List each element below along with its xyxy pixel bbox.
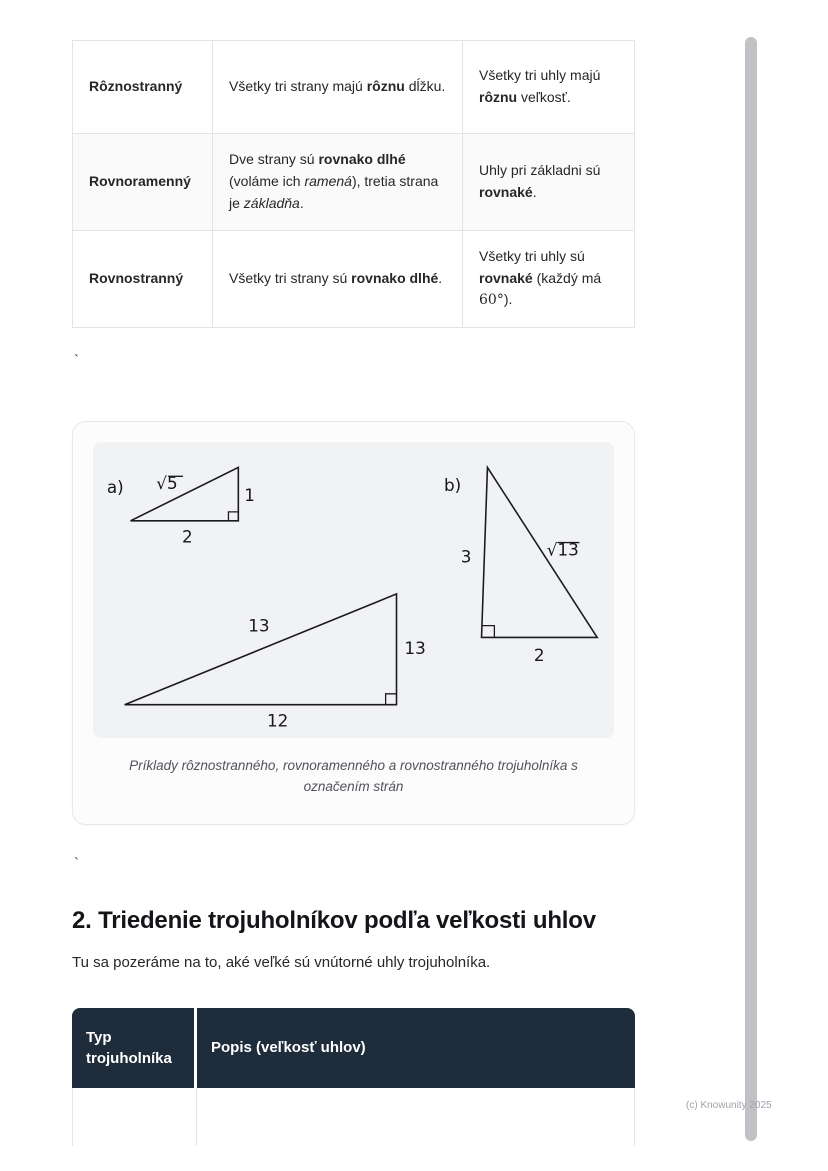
text-segment: Dve strany sú: [229, 151, 319, 168]
table-cell-empty: [197, 1088, 635, 1146]
triangle-c-side-label: 13: [404, 638, 426, 659]
text-segment: (každý má: [532, 269, 602, 286]
cell-angles-desc: [463, 41, 635, 134]
cell-type: [73, 231, 213, 328]
text-segment: .: [532, 184, 537, 200]
text-segment: veľkosť.: [517, 89, 571, 105]
cell-type: [73, 41, 213, 134]
triangle-c-hypotenuse-label: 13: [248, 615, 270, 636]
text-segment: dĺžku.: [404, 78, 446, 95]
section-heading: 2. Triedenie trojuholníkov podľa veľkosti uhlov: [72, 906, 596, 934]
header-cell-desc: [197, 1008, 635, 1088]
triangle-a: [107, 467, 255, 546]
text-segment: Všetky tri uhly majú: [479, 67, 601, 84]
text-segment: Uhly pri základni sú: [479, 162, 601, 179]
text-segment-italic: základňa: [243, 194, 300, 211]
table-cell-empty: [72, 1088, 197, 1146]
triangle-b-hypotenuse-label: √13: [546, 539, 579, 560]
triangle-a-hypotenuse-label: √5: [156, 473, 178, 494]
watermark: (c) Knowunity 2025: [686, 1100, 772, 1111]
triangle-c: [125, 594, 426, 730]
triangle-c-right-angle-mark: [386, 694, 397, 705]
figure-card: [72, 421, 635, 825]
text-segment-bold: rovnaké: [479, 184, 533, 200]
header-cell-type: [72, 1008, 197, 1088]
text-segment: .: [299, 194, 304, 211]
triangle-sides-table: [72, 40, 635, 328]
text-segment-bold: rôznu: [479, 89, 518, 105]
text-segment: (voláme ich: [229, 173, 305, 190]
table-row-empty: [72, 1088, 635, 1146]
text-segment-bold: rôznu: [366, 78, 405, 95]
triangle-a-shape: [131, 467, 239, 520]
text-segment: Všetky tri strany majú: [229, 78, 367, 95]
text-segment: ).: [503, 291, 513, 308]
cell-angles-desc: [463, 134, 635, 231]
cell-sides-desc: [213, 134, 463, 231]
triangle-b: [444, 467, 597, 665]
type-label: Rôznostranný: [89, 78, 183, 95]
text-segment: Všetky tri strany sú: [229, 270, 352, 287]
type-label: Rovnostranný: [89, 270, 184, 287]
type-label: Rovnoramenný: [89, 173, 191, 190]
triangle-c-base-label: 12: [266, 710, 289, 731]
triangle-angles-table-body: [72, 1088, 635, 1146]
header-label: Popis (veľkosť uhlov): [211, 1039, 366, 1057]
triangle-angles-table-wrap: [72, 1008, 635, 1146]
text-segment-bold: rovnaké: [479, 269, 533, 286]
cell-angles-desc: [463, 231, 635, 328]
table-row-rovnostranny: [73, 231, 635, 328]
header-row: [72, 1008, 635, 1088]
text-segment: Všetky tri uhly sú: [479, 247, 585, 264]
text-segment-bold: rovnako dlhé: [351, 270, 439, 287]
cell-sides-desc: [213, 41, 463, 134]
scrollbar-thumb[interactable]: [745, 37, 757, 1141]
triangle-b-right-angle-mark: [483, 626, 495, 638]
text-segment: ), tretia strana je: [229, 173, 439, 211]
math-segment: 60°: [479, 292, 504, 309]
triangle-b-label: b): [443, 475, 462, 496]
triangle-b-base-label: 2: [533, 645, 545, 666]
stray-backtick: `: [74, 854, 79, 872]
triangle-angles-table-head: [72, 1008, 635, 1088]
triangle-a-side-label: 1: [244, 485, 255, 506]
text-segment-italic: ramená: [304, 173, 352, 190]
triangle-c-shape: [125, 594, 397, 705]
triangle-a-base-label: 2: [181, 526, 193, 547]
triangle-b-shape: [482, 467, 598, 637]
table-row-roznostranny: [73, 41, 635, 134]
triangle-b-side-label: 3: [460, 546, 472, 567]
cell-type: [73, 134, 213, 231]
triangle-sides-table-body: [73, 41, 635, 328]
stray-backtick: `: [74, 352, 79, 369]
section-intro: Tu sa pozeráme na to, aké veľké sú vnútorné uhly trojuholníka.: [72, 953, 491, 971]
document-content: [72, 0, 635, 1146]
header-label: Typ trojuholníka: [86, 1028, 172, 1068]
text-segment-bold: rovnako dlhé: [318, 151, 406, 168]
table-row-rovnoramenny: [73, 134, 635, 231]
triangle-a-right-angle-mark: [228, 512, 238, 521]
triangle-a-label: a): [106, 477, 124, 498]
triangles-figure: [93, 442, 614, 738]
text-segment: .: [438, 270, 443, 287]
figure-caption: Príklady rôznostranného, rovnoramenného a rovnostranného trojuholníka s označením strán: [129, 758, 578, 794]
figure-image: [93, 442, 614, 738]
cell-sides-desc: [213, 231, 463, 328]
triangle-angles-table: [72, 1008, 635, 1146]
